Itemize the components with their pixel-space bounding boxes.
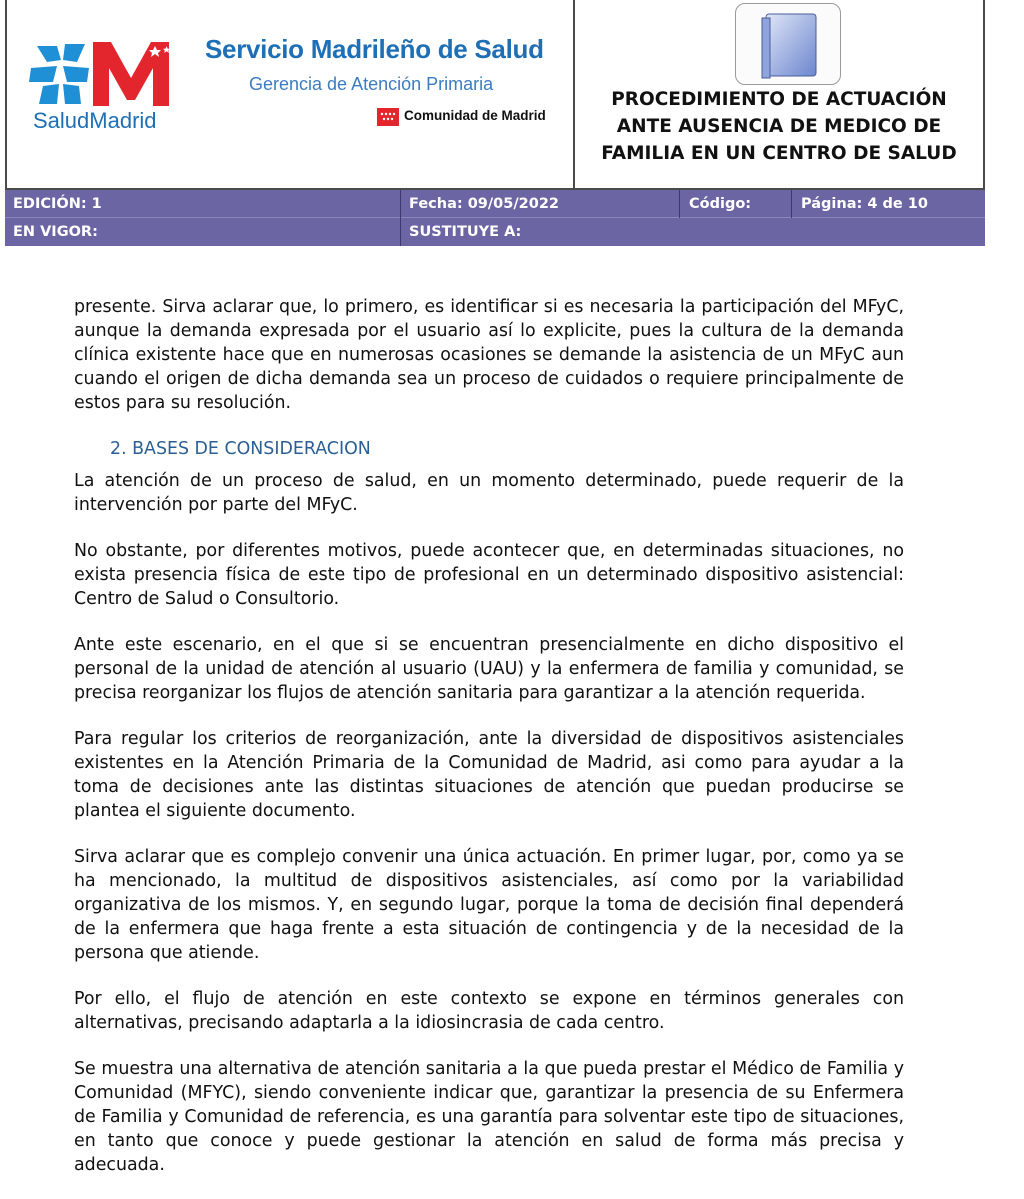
comunidad-madrid-label: Comunidad de Madrid bbox=[404, 108, 546, 123]
document-info-bar bbox=[5, 190, 985, 246]
in-force-field: EN VIGOR: bbox=[13, 224, 98, 240]
info-row bbox=[5, 218, 985, 246]
header-title-area bbox=[575, 0, 983, 188]
comunidad-madrid-flag-icon bbox=[377, 108, 399, 126]
replaces-field: SUSTITUYE A: bbox=[409, 224, 522, 240]
code-field: Código: bbox=[689, 196, 752, 212]
body-paragraph: presente. Sirva aclarar que, lo primero, es identificar si es necesaria la participación del MFyC, aunque la demanda expresada por el usuario así lo explicite, pues la cultura de la demanda clínica existente hace que en numerosas ocasiones se demande la asistencia de un MFyC aun cuando el origen de dicha demanda sea un proceso de cuidados o requiere principalmente de estos para su resolución. bbox=[74, 297, 904, 413]
body-paragraph: Se muestra una alternativa de atención sanitaria a la que pueda prestar el Médico de Familia y Comunidad (MFYC), siendo conveniente indicar que, garantizar la presencia de su Enfermera de Familia y Comunidad de referencia, es una garantía para solventar este tipo de situaciones, en tanto que conoce y puede gestionar la atención en salud de forma más precisa y adecuada. bbox=[74, 1059, 904, 1175]
edition-field: EDICIÓN: 1 bbox=[13, 196, 102, 212]
salud-madrid-logo-text: SaludMadrid bbox=[33, 108, 157, 133]
date-field: Fecha: 09/05/2022 bbox=[409, 196, 560, 212]
body-paragraph: Por ello, el flujo de atención en este contexto se expone en términos generales con alternativas, precisando adaptarla a la idiosincrasia de cada centro. bbox=[74, 989, 904, 1033]
body-paragraph: Ante este escenario, en el que si se encuentran presencialmente en dicho dispositivo el personal de la unidad de atención al usuario (UAU) y la enfermera de familia y comunidad, se precisa reorganizar los flujos de atención sanitaria para garantizar a la atención requerida. bbox=[74, 635, 904, 703]
document-title bbox=[575, 86, 983, 167]
section-heading: 2. BASES DE CONSIDERACION bbox=[110, 439, 371, 459]
document-body bbox=[74, 295, 904, 1199]
divider bbox=[679, 190, 680, 218]
document-title-line: PROCEDIMIENTO DE ACTUACIÓN bbox=[611, 89, 947, 110]
body-paragraph: Sirva aclarar que es complejo convenir una única actuación. En primer lugar, por, como ya se ha mencionado, la multitud de dispositivos asistenciales, así como por la variabilidad organizativa de los mismos. Y, en segundo lugar, porque la toma de decisión final dependerá de la enfermera que haga frente a esta situación de contingencia y de la necesidad de la persona que atiende. bbox=[74, 847, 904, 963]
info-row bbox=[5, 190, 985, 218]
salud-madrid-logo-icon bbox=[27, 38, 182, 108]
document-book-icon bbox=[735, 3, 841, 85]
organization-name: Servicio Madrileño de Salud bbox=[205, 34, 544, 64]
header-logo-area bbox=[7, 0, 575, 188]
divider bbox=[791, 190, 792, 218]
document-title-line: FAMILIA EN UN CENTRO DE SALUD bbox=[601, 143, 957, 164]
page-field: Página: 4 de 10 bbox=[801, 196, 928, 212]
body-paragraph: No obstante, por diferentes motivos, puede acontecer que, en determinadas situaciones, no exista presencia física de este tipo de profesional en un determinado dispositivo asistencial: Centro de Salud o Consultorio. bbox=[74, 541, 904, 609]
body-paragraph: Para regular los criterios de reorganización, ante la diversidad de dispositivos asistenciales existentes en la Atención Primaria de la Comunidad de Madrid, asi como para ayudar a la toma de decisiones ante las distintas situaciones de atención que puedan producirse se plantea el siguiente documento. bbox=[74, 729, 904, 821]
organization-subtitle: Gerencia de Atención Primaria bbox=[249, 74, 494, 94]
document-title-line: ANTE AUSENCIA DE MEDICO DE bbox=[616, 116, 942, 137]
document-header bbox=[5, 0, 985, 190]
body-paragraph: La atención de un proceso de salud, en un momento determinado, puede requerir de la intervención por parte del MFyC. bbox=[74, 471, 904, 515]
